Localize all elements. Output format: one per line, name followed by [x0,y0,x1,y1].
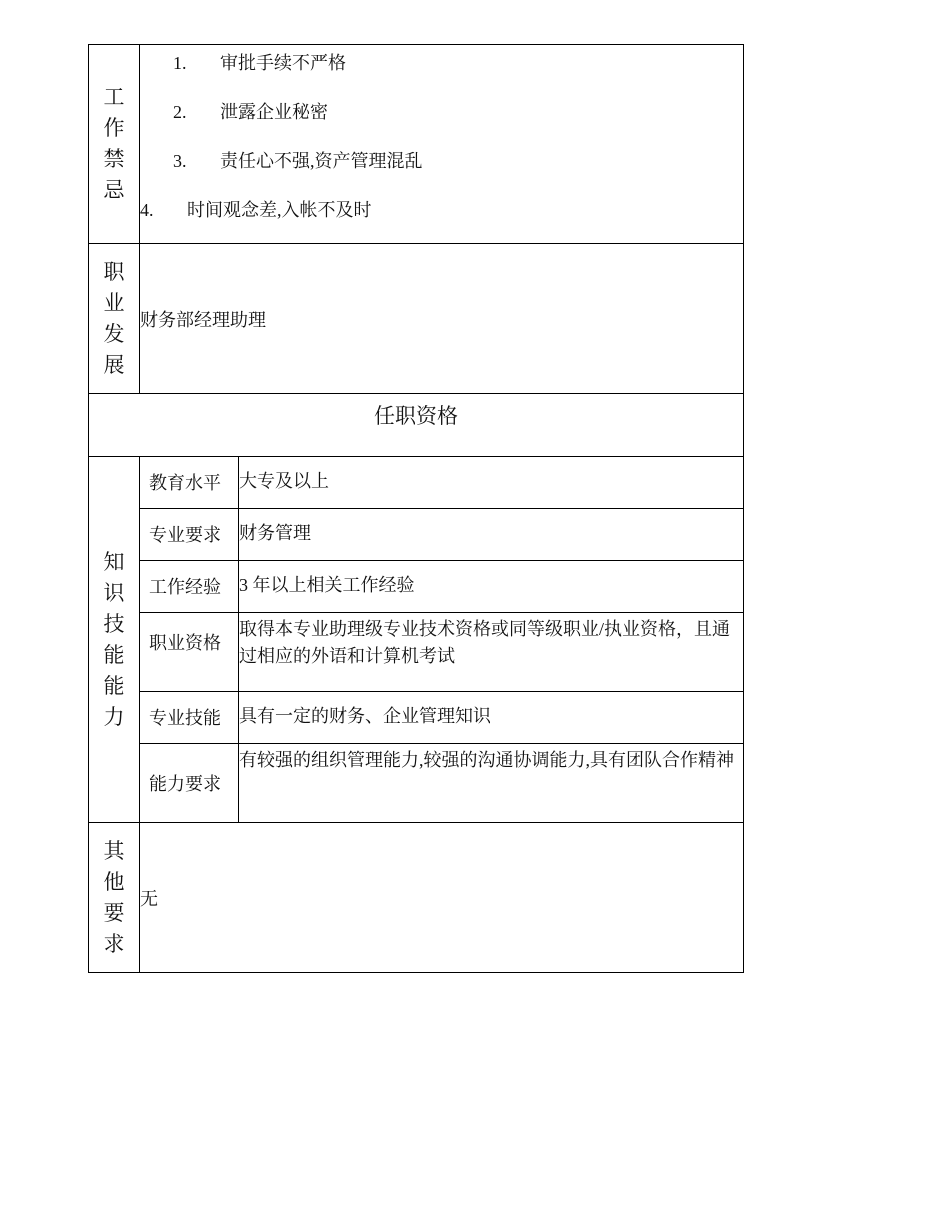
qualification-label: 教育水平 [140,457,239,509]
qualifications-group-label-text: 知识技能能力 [103,549,125,729]
prohibitions-label [89,45,140,244]
prohibition-item [140,196,372,222]
qualification-row [89,561,744,613]
qualification-value: 具有一定的财务、企业管理知识 [239,692,744,744]
qualification-label: 工作经验 [140,561,239,613]
other-label [89,823,140,973]
prohibition-text: 责任心不强,资产管理混乱 [220,151,423,171]
prohibition-item [173,147,423,173]
job-requirements-sheet [88,44,743,973]
career-label [89,244,140,394]
other-value: 无 [140,823,744,973]
prohibition-num: 4. [140,200,154,220]
qualifications-heading: 任职资格 [89,394,744,457]
prohibitions-list [140,45,744,244]
career-label-text: 职业发展 [103,259,125,377]
prohibition-num: 3. [173,151,187,171]
prohibition-text: 泄露企业秘密 [220,102,328,122]
qualification-label: 职业资格 [140,613,239,692]
prohibition-item [173,98,328,124]
prohibitions-row [89,45,744,244]
qualification-label: 专业要求 [140,509,239,561]
qualification-label: 专业技能 [140,692,239,744]
prohibition-text: 审批手续不严格 [220,53,346,73]
other-row [89,823,744,973]
career-value: 财务部经理助理 [140,244,744,394]
other-label-text: 其他要求 [103,838,125,956]
qualification-row [89,509,744,561]
prohibition-num: 2. [173,102,187,122]
requirements-table [88,44,744,973]
qualification-row [89,744,744,823]
qualification-value: 财务管理 [239,509,744,561]
qualification-label: 能力要求 [140,744,239,823]
qualification-value: 3 年以上相关工作经验 [239,561,744,613]
prohibition-num: 1. [173,53,187,73]
qualification-value: 取得本专业助理级专业技术资格或同等级职业/执业资格，且通过相应的外语和计算机考试 [239,613,744,692]
qualification-value: 有较强的组织管理能力,较强的沟通协调能力,具有团队合作精神 [239,744,744,823]
qualification-value: 大专及以上 [239,457,744,509]
qualification-row [89,692,744,744]
qualifications-group-label [89,457,140,823]
prohibitions-label-text: 工作禁忌 [103,85,125,202]
qualification-row [89,613,744,692]
prohibition-text: 时间观念差,入帐不及时 [187,200,372,220]
qualification-row [89,457,744,509]
qualifications-heading-row [89,394,744,457]
career-row [89,244,744,394]
prohibition-item [173,49,346,75]
